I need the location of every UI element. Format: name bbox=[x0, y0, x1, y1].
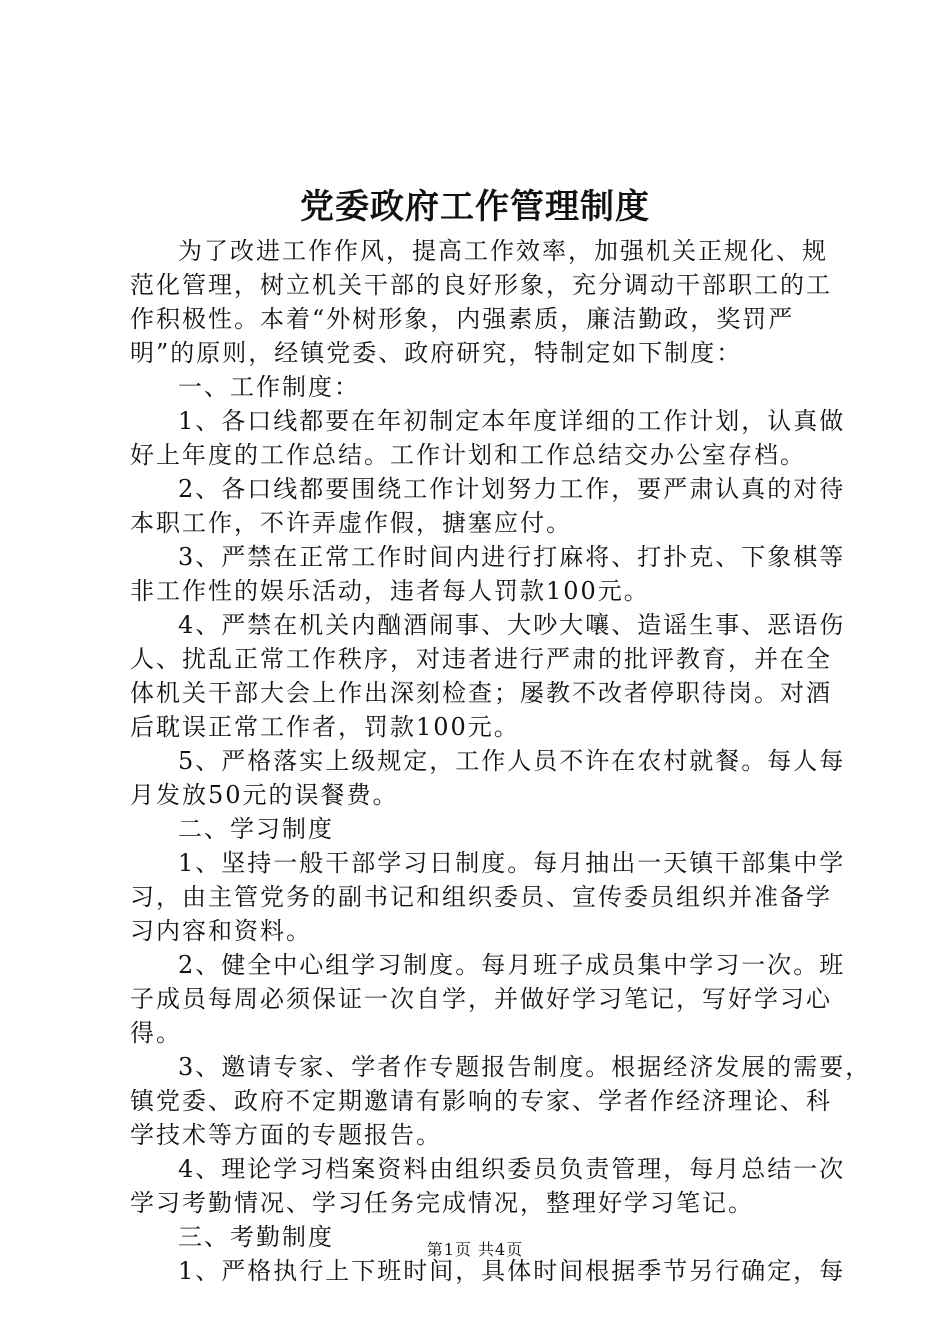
text-line: 三、考勤制度 bbox=[178, 1223, 334, 1251]
paragraph-work-4 bbox=[130, 608, 846, 744]
text-line: 2、各口线都要围绕工作计划努力工作，要严肃认真的对待 bbox=[178, 475, 846, 503]
paragraph-study-4 bbox=[130, 1152, 846, 1220]
text-line: 子成员每周必须保证一次自学，并做好学习笔记，写好学习心 bbox=[130, 985, 832, 1013]
text-line: 后耽误正常工作者，罚款100元。 bbox=[130, 713, 520, 741]
text-line: 一、工作制度： bbox=[178, 373, 360, 401]
text-line: 非工作性的娱乐活动，违者每人罚款100元。 bbox=[130, 577, 650, 605]
document-title: 党委政府工作管理制度 bbox=[300, 187, 650, 227]
page-number-footer: 第1页 共4页 bbox=[426, 1240, 524, 1259]
text-line: 月发放50元的误餐费。 bbox=[130, 781, 399, 809]
document-body bbox=[130, 234, 872, 1288]
text-line: 3、邀请专家、学者作专题报告制度。根据经济发展的需要， bbox=[178, 1053, 872, 1081]
text-line: 范化管理，树立机关干部的良好形象，充分调动干部职工的工 bbox=[130, 271, 832, 299]
text-line: 作积极性。本着“外树形象，内强素质，廉洁勤政，奖罚严 bbox=[130, 305, 795, 333]
text-line: 人、扰乱正常工作秩序，对违者进行严肃的批评教育，并在全 bbox=[130, 645, 832, 673]
text-line: 1、各口线都要在年初制定本年度详细的工作计划，认真做 bbox=[178, 407, 846, 435]
text-line: 学习考勤情况、学习任务完成情况，整理好学习笔记。 bbox=[130, 1189, 754, 1217]
text-line: 本职工作，不许弄虚作假，搪塞应付。 bbox=[130, 509, 572, 537]
paragraph-study-2 bbox=[130, 948, 846, 1050]
text-line: 明”的原则，经镇党委、政府研究，特制定如下制度： bbox=[130, 339, 743, 367]
text-line: 学技术等方面的专题报告。 bbox=[130, 1121, 442, 1149]
text-line: 镇党委、政府不定期邀请有影响的专家、学者作经济理论、科 bbox=[130, 1087, 832, 1115]
paragraph-work-5 bbox=[130, 744, 846, 812]
paragraph-work-2 bbox=[130, 472, 846, 540]
text-line: 二、学习制度 bbox=[178, 815, 334, 843]
paragraph-study-3 bbox=[130, 1050, 872, 1152]
section-heading-study bbox=[130, 812, 830, 846]
text-line: 体机关干部大会上作出深刻检查；屡教不改者停职待岗。对酒 bbox=[130, 679, 832, 707]
text-line: 为了改进工作作风，提高工作效率，加强机关正规化、规 bbox=[178, 237, 828, 265]
text-line: 3、严禁在正常工作时间内进行打麻将、打扑克、下象棋等 bbox=[178, 543, 846, 571]
paragraph-study-1 bbox=[130, 846, 846, 948]
text-line: 好上年度的工作总结。工作计划和工作总结交办公室存档。 bbox=[130, 441, 806, 469]
text-line: 1、坚持一般干部学习日制度。每月抽出一天镇干部集中学 bbox=[178, 849, 846, 877]
text-line: 得。 bbox=[130, 1019, 182, 1047]
section-heading-work bbox=[130, 370, 830, 404]
text-line: 习，由主管党务的副书记和组织委员、宣传委员组织并准备学 bbox=[130, 883, 832, 911]
text-line: 1、严格执行上下班时间，具体时间根据季节另行确定，每 bbox=[178, 1257, 846, 1285]
text-line: 2、健全中心组学习制度。每月班子成员集中学习一次。班 bbox=[178, 951, 846, 979]
text-line: 4、严禁在机关内酗酒闹事、大吵大嚷、造谣生事、恶语伤 bbox=[178, 611, 846, 639]
text-line: 习内容和资料。 bbox=[130, 917, 312, 945]
text-line: 5、严格落实上级规定，工作人员不许在农村就餐。每人每 bbox=[178, 747, 846, 775]
paragraph-work-1 bbox=[130, 404, 846, 472]
text-line: 4、理论学习档案资料由组织委员负责管理，每月总结一次 bbox=[178, 1155, 846, 1183]
paragraph-intro bbox=[130, 234, 830, 370]
paragraph-work-3 bbox=[130, 540, 846, 608]
